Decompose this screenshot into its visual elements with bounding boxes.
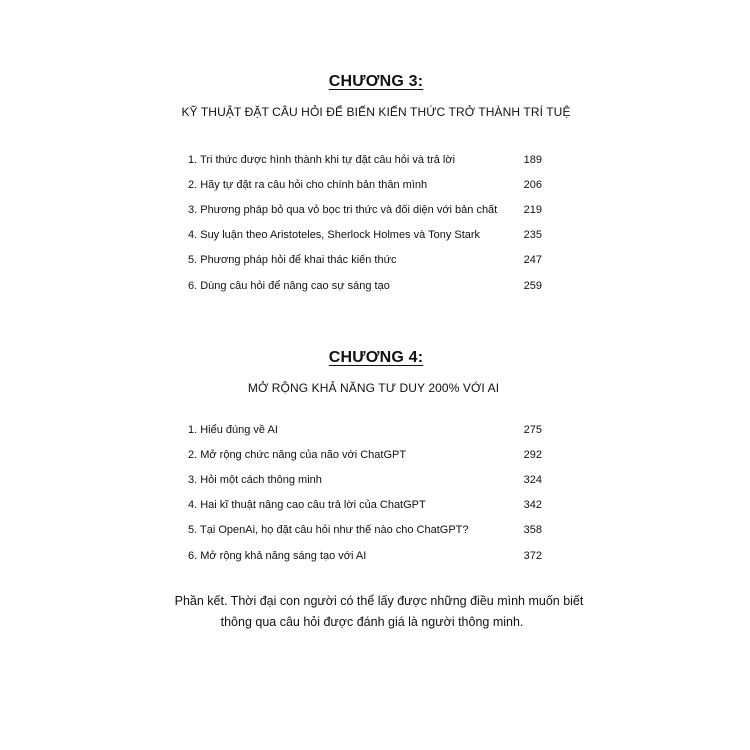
toc-entry-title: 5. Tại OpenAi, họ đặt câu hỏi như thế nào cho ChatGPT? [188, 524, 469, 537]
chapter-heading: CHƯƠNG 4: [328, 349, 424, 366]
chapter-heading: CHƯƠNG 3: [328, 73, 424, 90]
toc-entry-page-number: 292 [523, 448, 542, 461]
toc-entry[interactable] [188, 518, 548, 543]
toc-entry[interactable] [188, 223, 548, 248]
toc-entry-title: 3. Phương pháp bỏ qua vỏ bọc tri thức và đối diện với bản chất [188, 203, 498, 216]
toc-entry[interactable] [188, 172, 548, 197]
epilogue-entry[interactable] [0, 591, 750, 633]
toc-list [188, 417, 548, 568]
toc-entry-page-number: 219 [523, 203, 542, 216]
toc-entry[interactable] [188, 147, 548, 172]
toc-entry-page-number: 189 [523, 153, 542, 166]
toc-entry-page-number: 247 [523, 254, 542, 267]
epilogue-line: thông qua câu hỏi được đánh giá là người thông minh. [220, 615, 524, 629]
toc-entry-page-number: 358 [523, 524, 542, 537]
toc-entry-title: 6. Dùng câu hỏi để nâng cao sự sáng tạo [188, 279, 390, 292]
toc-entry[interactable] [188, 543, 548, 568]
toc-entry[interactable] [188, 197, 548, 222]
toc-entry-title: 2. Mở rộng chức năng của não với ChatGPT [188, 448, 407, 461]
toc-entry-page-number: 275 [523, 423, 542, 436]
toc-entry-page-number: 235 [523, 229, 542, 242]
toc-entry-title: 5. Phương pháp hỏi để khai thác kiến thức [188, 254, 397, 267]
toc-entry-title: 1. Hiểu đúng về AI [188, 423, 278, 436]
toc-entry-title: 2. Hãy tự đặt ra câu hỏi cho chính bản thân mình [188, 178, 428, 191]
chapter-3-section [0, 70, 750, 298]
chapter-subtitle: KỸ THUẬT ĐẶT CÂU HỎI ĐỂ BIẾN KIẾN THỨC TRỞ THÀNH TRÍ TUỆ [181, 105, 571, 119]
toc-entry-page-number: 342 [523, 499, 542, 512]
chapter-subtitle: MỞ RỘNG KHẢ NĂNG TƯ DUY 200% VỚI AI [247, 381, 500, 395]
toc-entry-title: 4. Hai kĩ thuật nâng cao câu trả lời của ChatGPT [188, 499, 426, 512]
toc-entry-page-number: 259 [523, 279, 542, 292]
toc-entry[interactable] [188, 467, 548, 492]
toc-entry-title: 6. Mở rộng khả năng sáng tạo với AI [188, 549, 367, 562]
toc-entry[interactable] [188, 442, 548, 467]
toc-entry[interactable] [188, 417, 548, 442]
toc-entry[interactable] [188, 493, 548, 518]
toc-entry-title: 1. Tri thức được hình thành khi tự đặt câu hỏi và trả lời [188, 153, 456, 166]
toc-entry-page-number: 372 [523, 549, 542, 562]
toc-entry[interactable] [188, 248, 548, 273]
toc-entry[interactable] [188, 273, 548, 298]
chapter-4-section [0, 346, 750, 568]
toc-entry-page-number: 206 [523, 178, 542, 191]
toc-entry-title: 4. Suy luận theo Aristoteles, Sherlock Holmes và Tony Stark [188, 229, 481, 242]
toc-list [188, 147, 548, 298]
epilogue-line: Phần kết. Thời đại con người có thể lấy được những điều mình muốn biết [174, 594, 584, 608]
toc-entry-page-number: 324 [523, 473, 542, 486]
toc-entry-title: 3. Hỏi một cách thông minh [188, 473, 322, 486]
